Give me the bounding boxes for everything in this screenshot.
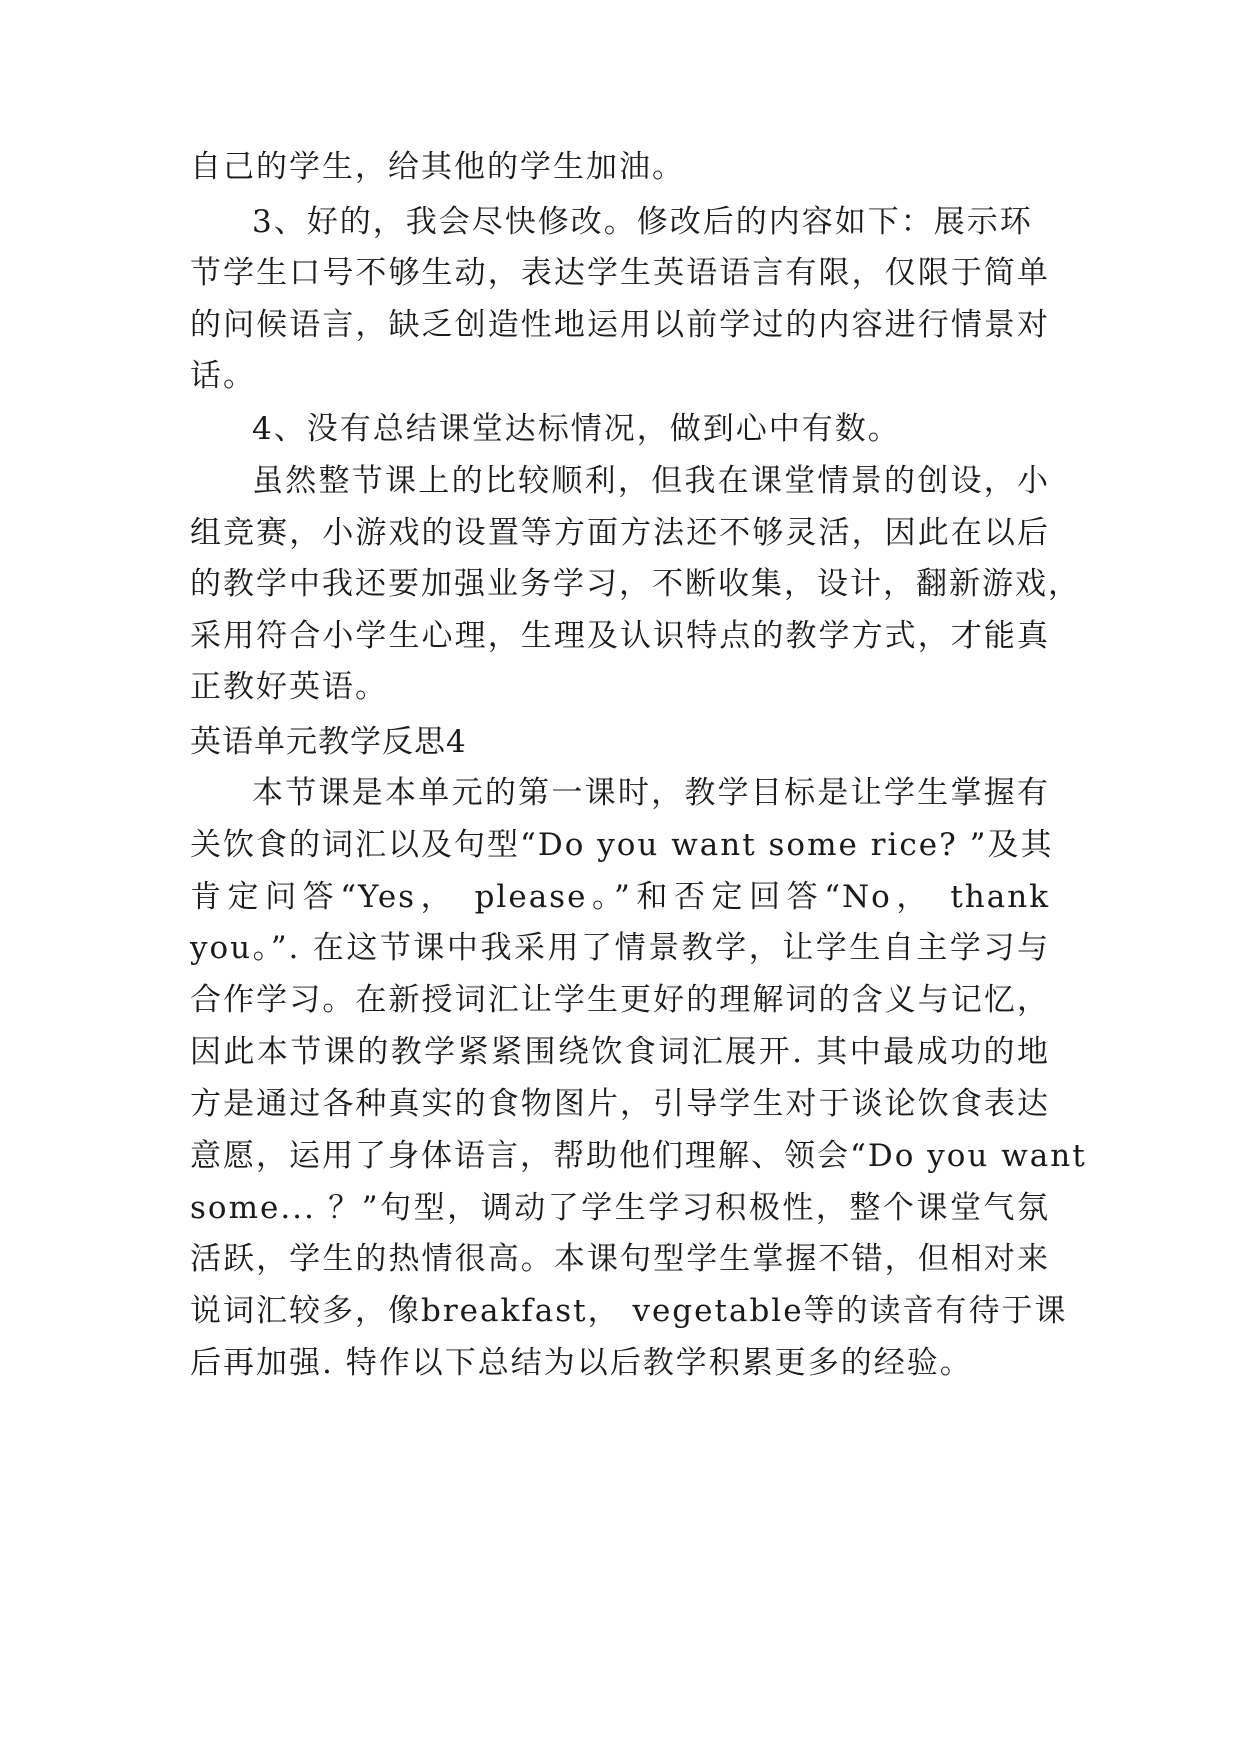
text-line: 节学生口号不够生动，表达学生英语语言有限，仅限于简单 <box>190 255 1050 291</box>
text-line: you。”. 在这节课中我采用了情景教学，让学生自主学习与 <box>190 930 1050 966</box>
text-line: 后再加强. 特作以下总结为以后教学积累更多的经验。 <box>190 1345 973 1381</box>
text-line: 4、没有总结课堂达标情况，做到心中有数。 <box>252 411 901 447</box>
section-heading: 英语单元教学反思4 <box>190 724 467 760</box>
text-line: 话。 <box>190 358 256 394</box>
text-line: 采用符合小学生心理，生理及认识特点的教学方式，才能真 <box>190 618 1050 654</box>
text-line: 自己的学生，给其他的学生加油。 <box>190 149 685 185</box>
text-line: 组竞赛，小游戏的设置等方面方法还不够灵活，因此在以后 <box>190 515 1050 551</box>
text-line: 因此本节课的教学紧紧围绕饮食词汇展开. 其中最成功的地 <box>190 1034 1050 1070</box>
text-line: 意愿，运用了身体语言，帮助他们理解、领会“Do you want <box>190 1138 1087 1174</box>
text-line: 活跃，学生的热情很高。本课句型学生掌握不错，但相对来 <box>190 1241 1050 1277</box>
text-line: 合作学习。在新授词汇让学生更好的理解词的含义与记忆， <box>190 982 1050 1018</box>
text-line: 本节课是本单元的第一课时，教学目标是让学生掌握有 <box>252 775 1050 811</box>
text-line: 正教好英语。 <box>190 669 388 705</box>
text-line: some... ？”句型，调动了学生学习积极性，整个课堂气氛 <box>190 1190 1050 1226</box>
text-line: 方是通过各种真实的食物图片，引导学生对于谈论饮食表达 <box>190 1086 1050 1122</box>
text-line: 肯定问答“Yes， please。”和否定回答“No， thank <box>190 879 1050 915</box>
text-line: 3、好的，我会尽快修改。修改后的内容如下：展示环 <box>252 204 1033 240</box>
text-line: 的问候语言，缺乏创造性地运用以前学过的内容进行情景对 <box>190 307 1050 343</box>
text-line: 虽然整节课上的比较顺利，但我在课堂情景的创设，小 <box>252 463 1050 499</box>
text-line: 说词汇较多，像breakfast， vegetable等的读音有待于课 <box>190 1293 1068 1329</box>
text-line: 的教学中我还要加强业务学习，不断收集，设计，翻新游戏， <box>190 566 1081 602</box>
text-line: 关饮食的词汇以及句型“Do you want some rice? ”及其 <box>190 827 1054 863</box>
